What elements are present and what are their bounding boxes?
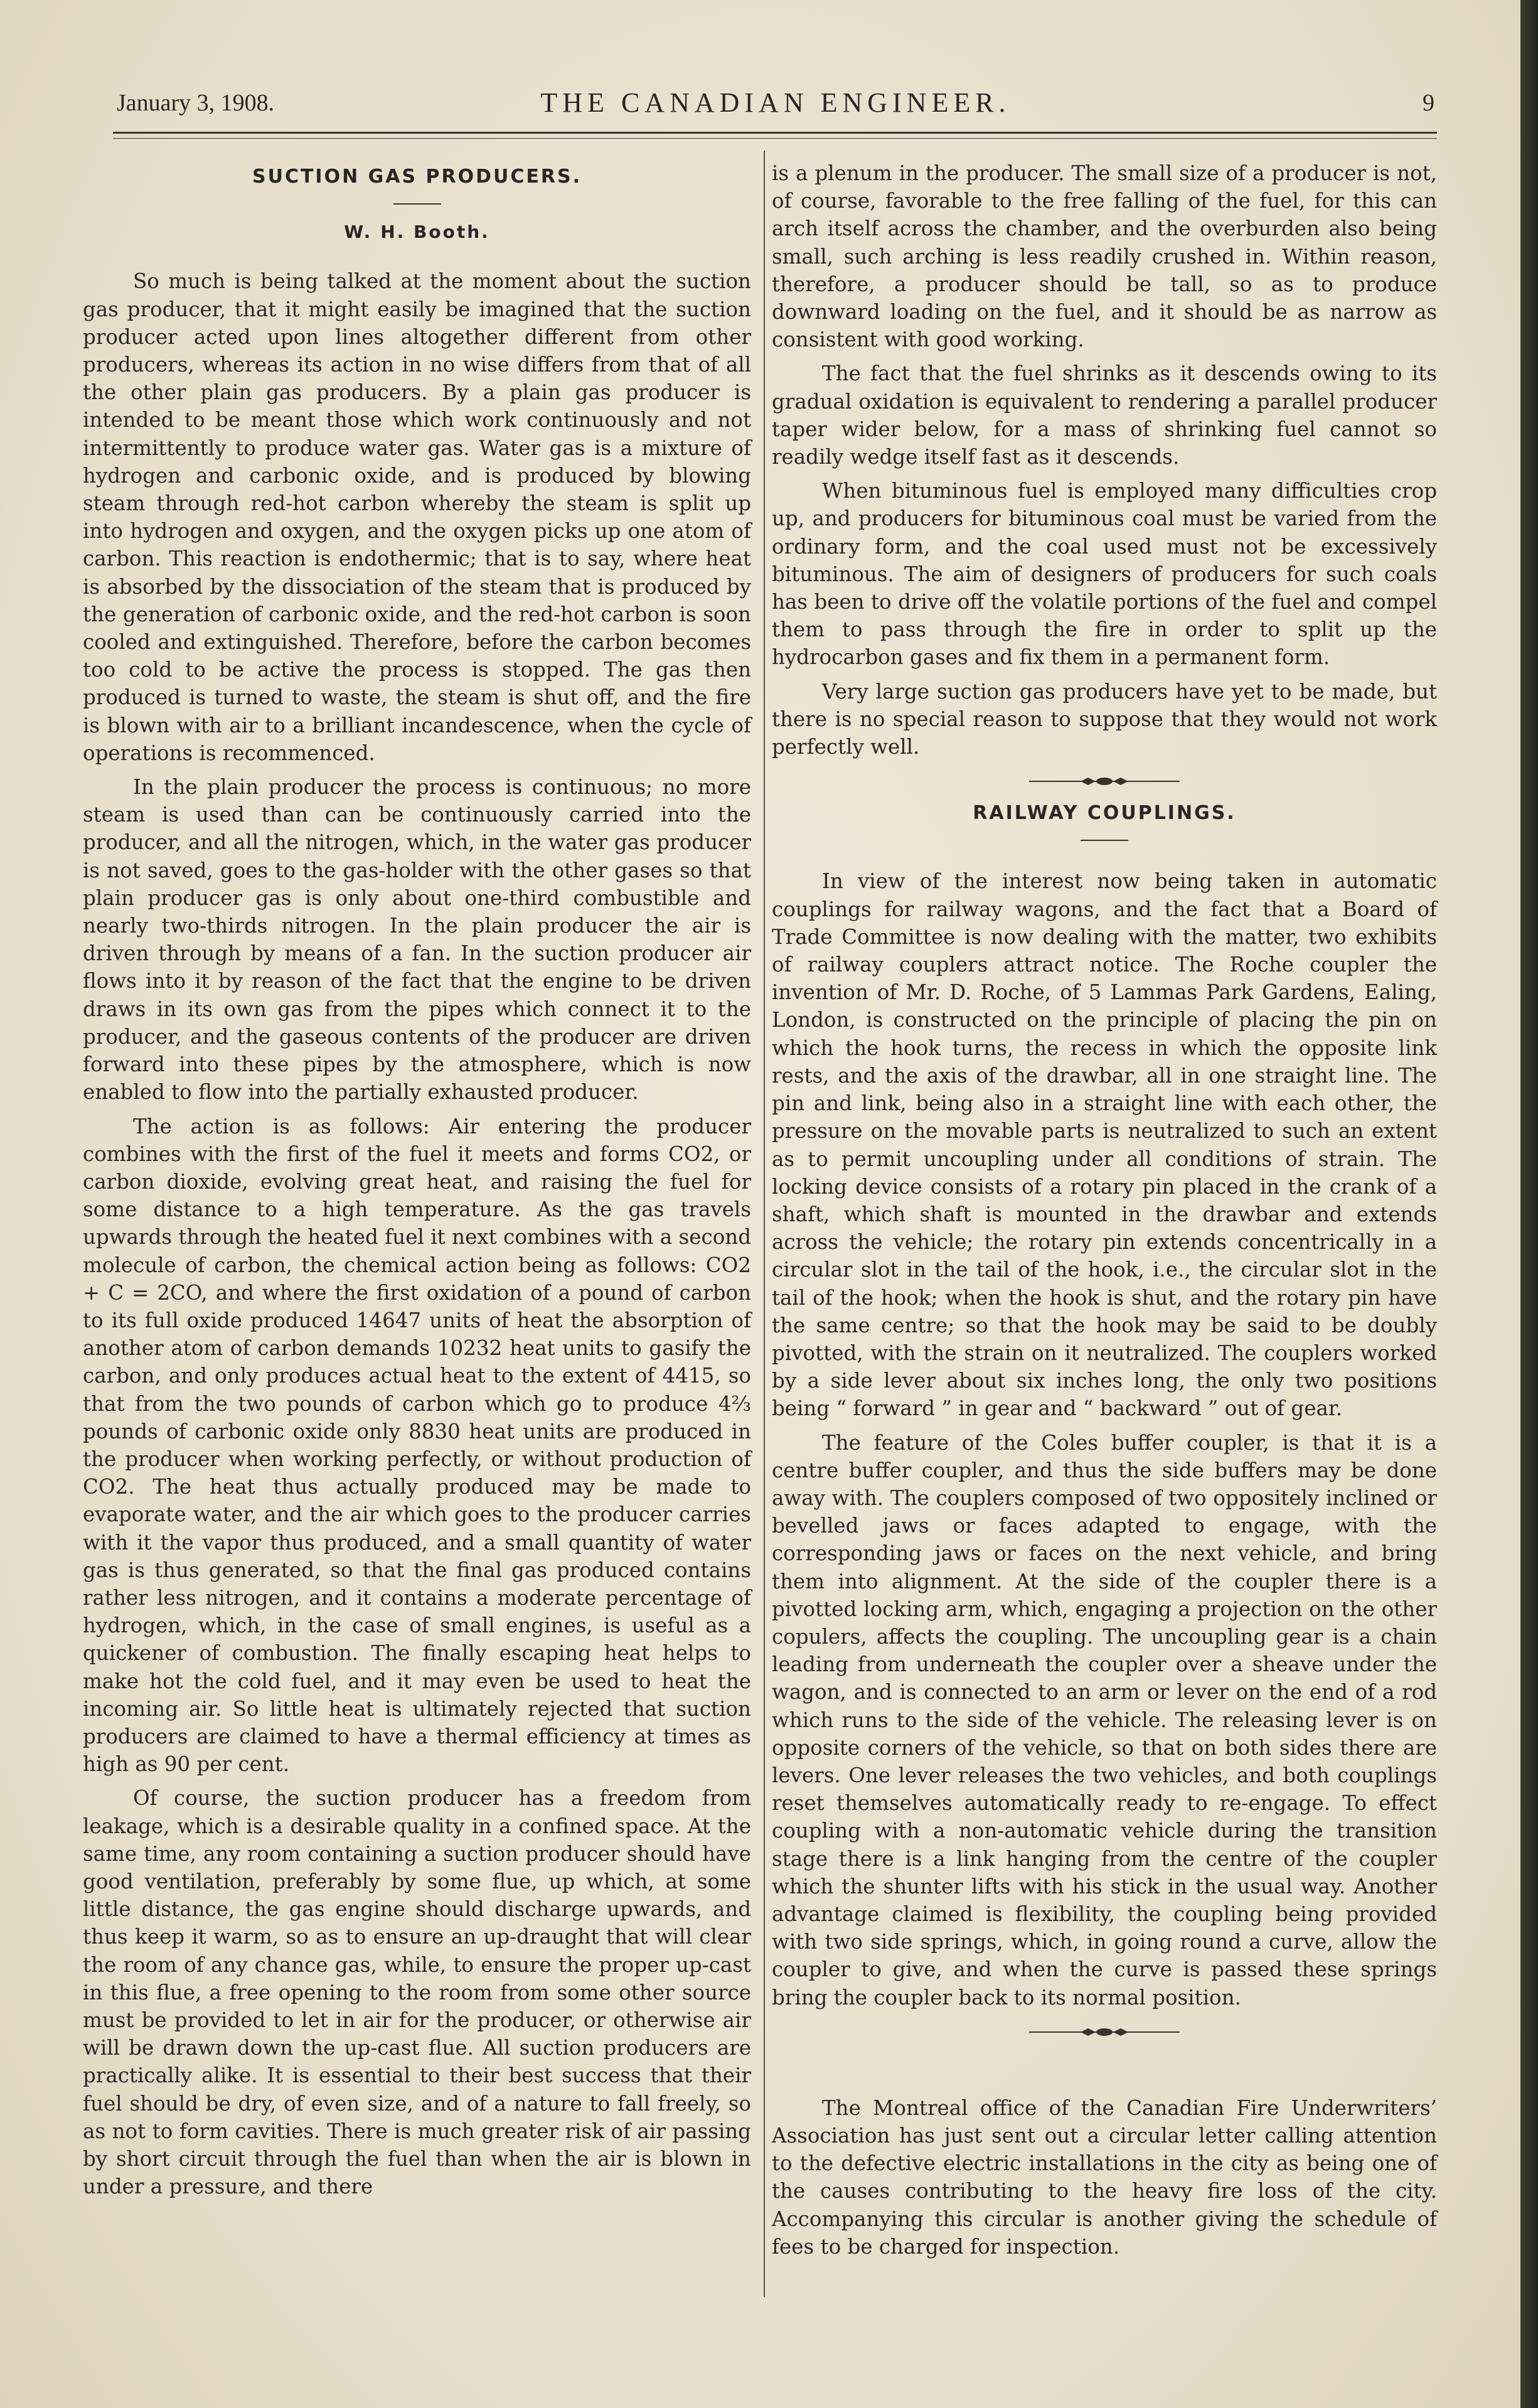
article-title: RAILWAY COUPLINGS. [973, 802, 1236, 825]
running-header [117, 87, 1434, 131]
journal-title: THE CANADIAN ENGINEER. [540, 87, 1011, 118]
paragraph: In the plain producer the process is continuous; no more steam is used than can be continuously carried into the producer, and all the nitrogen, which, in the water gas producer is not saved, goes to the gas-holder with the other gases so that plain producer gas is only about one-third combustible and nearly two-thirds nitrogen. In the plain producer the air is driven through by means of a fan. In the suction producer air flows into it by reason of the fact that the engine to be driven draws in its own gas from the pipes which connect it to the producer, and the gaseous contents of the producer are driven forward into these pipes by the atmosphere, which is now enabled to flow into the partially exhausted producer. [83, 775, 751, 1105]
paragraph: Very large suction gas producers have yet to be made, but there is no special reason to suppose that they would not work perfectly well. [772, 679, 1437, 759]
header-rule-thin [113, 138, 1437, 139]
title-rule [1081, 840, 1128, 841]
paragraph: When bituminous fuel is employed many difficulties crop up, and producers for bituminous coal must be varied from the ordinary form, and the coal used must not be excessively bituminous. The aim of designers of producers for such coals has been to drive off the volatile portions of the fuel and compel them to pass through the fire in order to split up the hydrocarbon gases and fix them in a permanent form. [772, 479, 1437, 670]
header-rule-thick [113, 132, 1437, 134]
paragraph: The Montreal office of the Canadian Fire Underwriters’ Association has just sent out a circular letter calling attention to the defective electric installations in the city as being one of the causes contributing to the heavy fire loss of the city. Accompanying this circular is another giving the schedule of fees to be charged for inspection. [772, 2095, 1437, 2259]
article-title: SUCTION GAS PRODUCERS. [252, 166, 582, 188]
ornament-rule-icon [1029, 2026, 1180, 2038]
article-author: W. H. Booth. [344, 222, 490, 243]
paragraph: Of course, the suction producer has a freedom from leakage, which is a desirable quality in a confined space. At the same time, any room containing a suction producer should have good ventilation, preferably by some flue, up which, at some little distance, the gas engine should discharge upwards, and thus keep it warm, so as to ensure an up-draught that will clear the room of any chance gas, while, to ensure the proper up-cast in this flue, a free opening to the room from some other source must be provided to let in air for the producer, or otherwise air will be drawn down the up-cast flue. All suction producers are practically alike. It is essential to their best success that their fuel should be dry, of even size, and of a nature to fall freely, so as not to form cavities. There is much greater risk of air passing by short circuit through the fuel than when the air is blown in under a pressure, and there [83, 1786, 751, 2199]
paragraph: The feature of the Coles buffer coupler, is that it is a centre buffer coupler, and thus the side buffers may be done away with. The couplers composed of two oppositely inclined or bevelled jaws or faces adapted to engage, with the corresponding jaws or faces on the next vehicle, and bring them into alignment. At the side of the coupler there is a pivotted locking arm, which, engaging a projection on the other copulers, affects the coupling. The uncoupling gear is a chain leading from underneath the coupler over a sheave under the wagon, and is connected to an arm or lever on the end of a rod which runs to the side of the vehicle. The releasing lever is on opposite corners of the vehicle, so that on both sides there are levers. One lever releases the two vehicles, and both couplings reset themselves automatically ready to re-engage. To effect coupling with a non-automatic vehicle during the transition stage there is a link hanging from the centre of the coupler which the shunter lifts with his stick in the usual way. Another advantage claimed is flexibility, the coupling being provided with two side springs, which, in going round a curve, allow the coupler to give, and when the curve is passed these springs bring the coupler back to its normal position. [772, 1430, 1437, 2009]
right-column [772, 159, 1437, 2267]
section-ornament [772, 767, 1437, 786]
header-date: January 3, 1908. [117, 90, 275, 116]
title-rule [393, 203, 441, 205]
page-number: 9 [1423, 90, 1434, 116]
paragraph: The fact that the fuel shrinks as it descends owing to its gradual oxidation is equivalent to rendering a parallel producer taper wider below, for a mass of shrinking fuel cannot so readily wedge itself fast as it descends. [772, 361, 1437, 469]
paragraph: The action is as follows: Air entering the producer combines with the first of the fuel it meets and forms CO2, or carbon dioxide, evolving great heat, and raising the fuel for some distance to a high temperature. As the gas travels upwards through the heated fuel it next combines with a second molecule of carbon, the chemical action being as follows: CO2 + C = 2CO, and where the first oxidation of a pound of carbon to its full oxide produced 14647 units of heat the absorption of another atom of carbon demands 10232 heat units to gasify the carbon, and only produces actual heat to the extent of 4415, so that from the two pounds of carbon which go to produce 4⅔ pounds of carbonic oxide only 8830 heat units are produced in the producer when working perfectly, or without production of CO2. The heat thus actually produced may be made to evaporate water, and the air which goes to the producer carries with it the vapor thus produced, and a small quantity of water gas is thus generated, so that the final gas produced contains rather less nitrogen, and it contains a moderate percentage of hydrogen, which, in the case of small engines, is useful as a quickener of combustion. The finally escaping heat helps to make hot the cold fuel, and it may even be used to heat the incoming air. So little heat is ultimately rejected that suction producers are claimed to have a thermal efficiency at times as high as 90 per cent. [83, 1114, 751, 1777]
column-divider [764, 151, 765, 2297]
ornament-rule-icon [1029, 775, 1180, 788]
left-column [83, 159, 751, 2207]
paragraph: So much is being talked at the moment about the suction gas producer, that it might easily be imagined that the suction producer acted upon lines altogether different from other producers, whereas its action in no wise differs from that of all the other plain gas producers. By a plain gas producer is intended to be meant those which work continuously and not intermittently to produce water gas. Water gas is a mixture of hydrogen and carbonic oxide, and is produced by blowing steam through red-hot carbon whereby the steam is split up into hydrogen and oxygen, and the oxygen picks up one atom of carbon. This reaction is endothermic; that is to say, where heat is absorbed by the dissociation of the steam that is produced by the generation of carbonic oxide, and the red-hot carbon is soon cooled and extinguished. Therefore, before the carbon becomes too cold to be active the process is stopped. The gas then produced is turned to waste, the steam is shut off, and the fire is blown with air to a brilliant incandescence, when the cycle of operations is recommenced. [83, 269, 751, 765]
paragraph: In view of the interest now being taken in automatic couplings for railway wagons, and the fact that a Board of Trade Committee is now dealing with the matter, two exhibits of railway couplers attract notice. The Roche coupler the invention of Mr. D. Roche, of 5 Lammas Park Gardens, Ealing, London, is constructed on the principle of placing the pin on which the hook turns, the recess in which the opposite link rests, and the axis of the drawbar, all in one straight line. The pin and link, being also in a straight line with each other, the pressure on the movable parts is neutralized to such an extent as to permit uncoupling under all conditions of strain. The locking device consists of a rotary pin placed in the crank of a shaft, which shaft is mounted in the drawbar and extends across the vehicle; the rotary pin extends concentrically in a circular slot in the tail of the hook, i.e., the circular slot in the tail of the hook; when the hook is shut, and the rotary pin have the same centre; so that the hook may be said to be doubly pivotted, with the strain on it neutralized. The couplers worked by a side lever about six inches long, the only two positions being “ forward ” in gear and “ backward ” out of gear. [772, 869, 1437, 1421]
section-ornament [772, 2018, 1437, 2036]
page-binding-edge [1520, 0, 1538, 2408]
paragraph-continued: is a plenum in the producer. The small size of a producer is not, of course, favorable to the free falling of the fuel, for this can arch itself across the chamber, and the overburden also being small, such arching is less readily crushed in. Within reason, therefore, a producer should be tall, so as to produce downward loading on the fuel, and it should be as narrow as consistent with good working. [772, 161, 1437, 352]
